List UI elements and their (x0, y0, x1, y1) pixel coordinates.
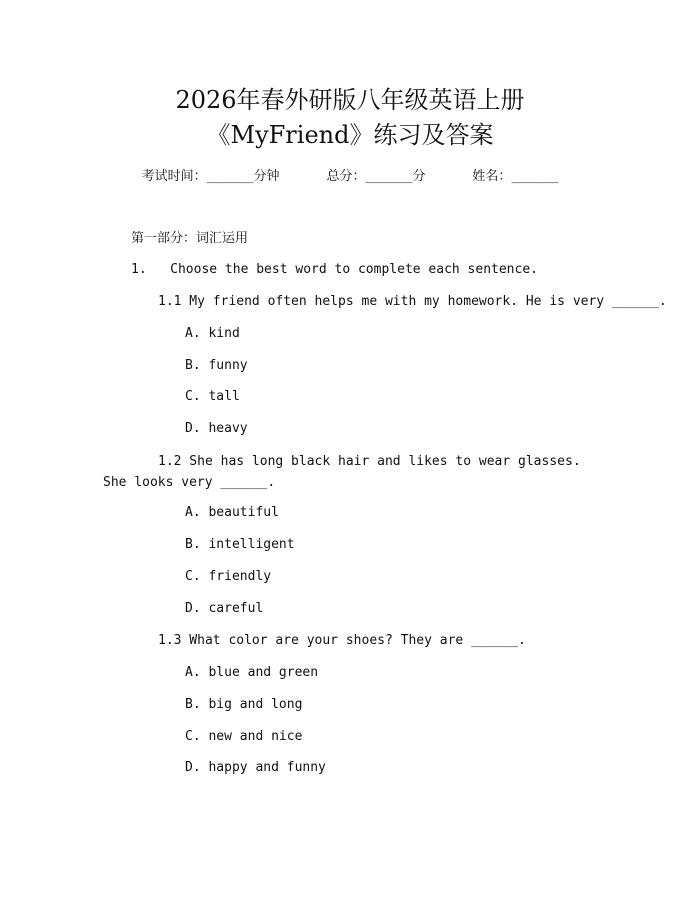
question-1-2-stem: 1.2 She has long black hair and likes to wear glasses. She looks very ______. (103, 454, 581, 490)
option-1-2-c: C. friendly (185, 569, 272, 584)
document-title-line2: 《MyFriend》练习及答案 (206, 121, 494, 149)
question-1-1-stem: 1.1 My friend often helps me with my homework. He is very ______. (158, 294, 667, 309)
question-instruction: Choose the best word to complete each sentence. (170, 262, 538, 277)
option-1-1-c: C. tall (185, 389, 240, 404)
option-1-1-d: D. heavy (185, 421, 248, 436)
question-1-3-stem: 1.3 What color are your shoes? They are ______. (158, 633, 526, 648)
option-1-1-b: B. funny (185, 358, 248, 373)
option-1-3-b: B. big and long (185, 697, 303, 712)
document-title-line1: 2026年春外研版八年级英语上册 (175, 86, 525, 114)
exam-info-line: 考试时间：______分钟 总分：______分 姓名：______ (141, 169, 559, 184)
option-1-3-a: A. blue and green (185, 665, 319, 680)
option-1-2-b: B. intelligent (185, 537, 295, 552)
option-1-3-d: D. happy and funny (185, 760, 326, 775)
question-1 (131, 260, 538, 280)
option-1-2-a: A. beautiful (185, 505, 279, 520)
option-1-1-a: A. kind (185, 326, 240, 341)
option-1-2-d: D. careful (185, 601, 264, 616)
option-1-3-c: C. new and nice (185, 729, 303, 744)
section-heading: 第一部分：词汇运用 (131, 231, 249, 246)
question-number: 1. (131, 262, 147, 277)
